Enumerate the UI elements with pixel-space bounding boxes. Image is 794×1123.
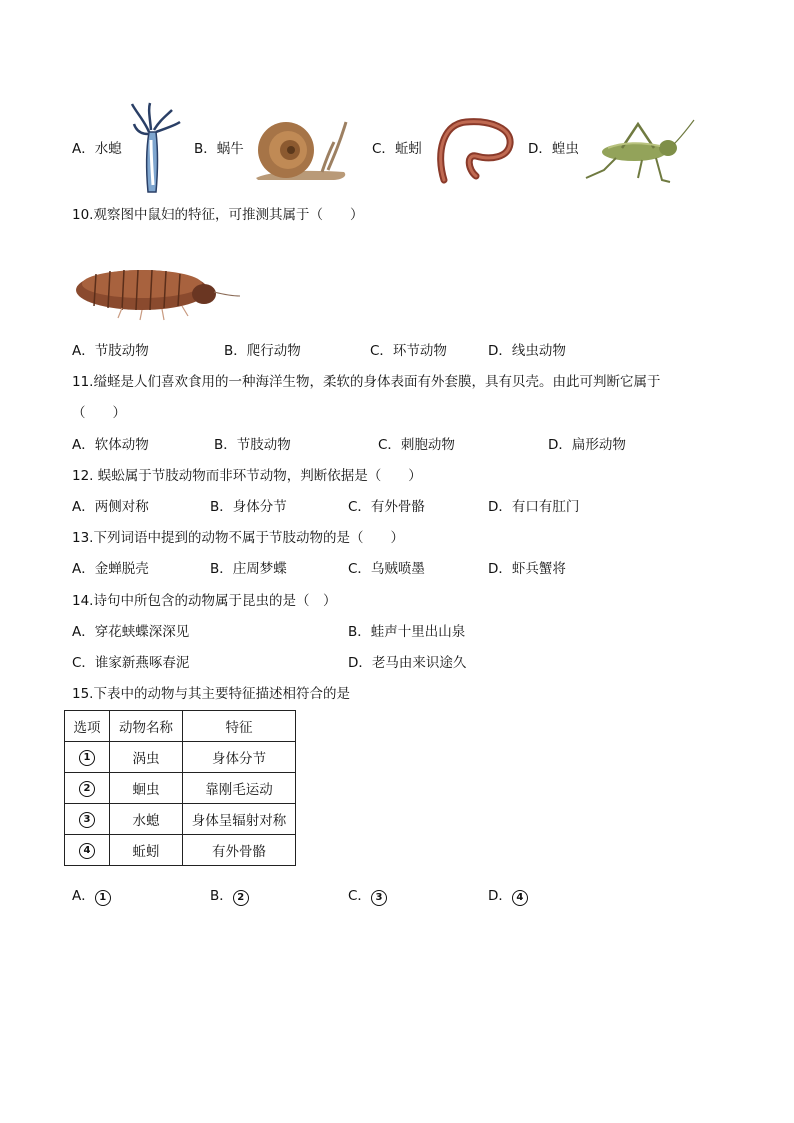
q14-option-a[interactable]: A．穿花蛱蝶深深见 [72,624,190,640]
circled-number: 4 [79,843,95,859]
table-cell: 靠刚毛运动 [183,773,296,804]
table-row [65,804,296,835]
q10-option-c[interactable]: C．环节动物 [370,343,447,359]
q9-option-b[interactable]: B．蜗牛 [194,141,244,157]
circled-number: 1 [95,890,111,906]
q14-option-d[interactable]: D．老马由来识途久 [348,655,467,671]
q12-option-b[interactable]: B．身体分节 [210,499,287,515]
table-cell-option [65,773,110,804]
q14-option-b[interactable]: B．蛙声十里出山泉 [348,624,466,640]
q15-option-d[interactable]: D． 4 [488,887,528,906]
q15-option-a[interactable]: A． 1 [72,887,111,906]
q11-option-b[interactable]: B．节肢动物 [214,437,291,453]
circled-number: 3 [79,812,95,828]
q10-option-b[interactable]: B．爬行动物 [224,343,301,359]
table-header-row [65,711,296,742]
q12-option-a[interactable]: A．两侧对称 [72,499,149,515]
q12-option-d[interactable]: D．有口有肛门 [488,499,580,515]
table-cell: 身体呈辐射对称 [183,804,296,835]
q11-option-a[interactable]: A．软体动物 [72,437,149,453]
table-row [65,835,296,866]
table-cell: 蚯蚓 [110,835,183,866]
table-cell-option [65,742,110,773]
q15-stem: 15.下表中的动物与其主要特征描述相符合的是 [72,686,350,702]
q12-option-c[interactable]: C．有外骨骼 [348,499,425,515]
q12-stem: 12. 蜈蚣属于节肢动物而非环节动物，判断依据是（ ） [72,468,422,484]
q11-stem-line2: （ ） [72,405,126,421]
snail-photo-icon [252,112,352,184]
q15-option-b[interactable]: B． 2 [210,887,249,906]
q9-option-a[interactable]: A．水螅 [72,141,122,157]
hydra-illustration-icon [126,100,184,194]
table-header-cell: 动物名称 [110,711,183,742]
q13-option-d[interactable]: D．虾兵蟹将 [488,561,566,577]
table-cell: 有外骨骼 [183,835,296,866]
table-cell-option [65,804,110,835]
q10-option-a[interactable]: A．节肢动物 [72,343,149,359]
q14-option-c[interactable]: C．谁家新燕啄春泥 [72,655,190,671]
q11-option-c[interactable]: C．刺胞动物 [378,437,455,453]
q9-option-c[interactable]: C．蚯蚓 [372,141,422,157]
q15-table [64,710,296,866]
q15-option-c[interactable]: C． 3 [348,887,387,906]
q14-stem: 14.诗句中所包含的动物属于昆虫的是（ ） [72,593,337,609]
circled-number: 3 [371,890,387,906]
table-row [65,773,296,804]
q13-stem: 13.下列词语中提到的动物不属于节肢动物的是（ ） [72,530,404,546]
q10-option-d[interactable]: D．线虫动物 [488,343,566,359]
table-row [65,742,296,773]
circled-number: 2 [79,781,95,797]
q10-stem: 10.观察图中鼠妇的特征，可推测其属于（ ） [72,207,364,223]
table-cell: 身体分节 [183,742,296,773]
q11-option-d[interactable]: D．扁形动物 [548,437,626,453]
table-cell: 水螅 [110,804,183,835]
table-header-cell: 选项 [65,711,110,742]
pill-bug-photo-icon [72,244,242,324]
table-cell: 涡虫 [110,742,183,773]
table-cell: 蛔虫 [110,773,183,804]
earthworm-photo-icon [436,114,518,184]
q11-stem-line1: 11.缢蛏是人们喜欢食用的一种海洋生物，柔软的身体表面有外套膜，具有贝壳。由此可判断它属于 [72,374,661,390]
circled-number: 1 [79,750,95,766]
circled-number: 2 [233,890,249,906]
q9-option-d[interactable]: D．蝗虫 [528,141,579,157]
table-cell-option [65,835,110,866]
table-header-cell: 特征 [183,711,296,742]
q13-option-b[interactable]: B．庄周梦蝶 [210,561,287,577]
grasshopper-photo-icon [582,108,696,186]
circled-number: 4 [512,890,528,906]
q13-option-c[interactable]: C．乌贼喷墨 [348,561,425,577]
q13-option-a[interactable]: A．金蝉脱壳 [72,561,149,577]
